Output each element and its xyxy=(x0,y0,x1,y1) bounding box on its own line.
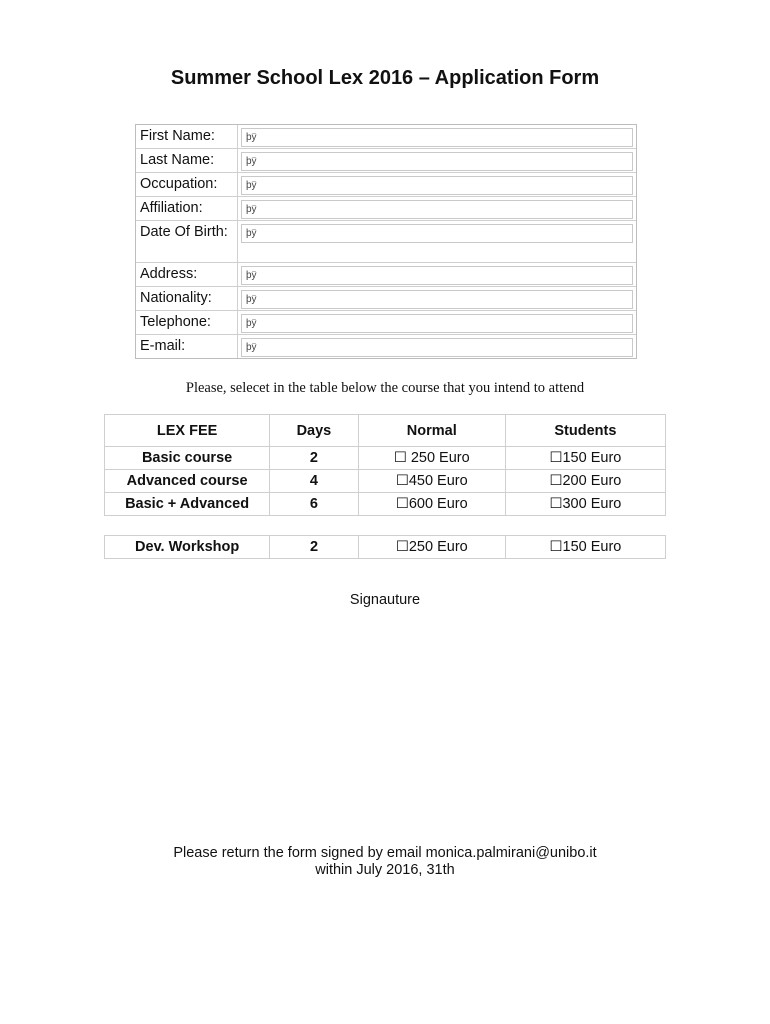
table-row xyxy=(105,493,666,516)
address-label: Address: xyxy=(136,263,238,286)
workshop-days: 2 xyxy=(270,536,358,559)
student-fee-checkbox[interactable]: ☐200 Euro xyxy=(505,470,665,493)
page-title: Summer School Lex 2016 – Application Form xyxy=(170,67,600,89)
last-name-label: Last Name: xyxy=(136,149,238,172)
fee-table xyxy=(104,414,666,516)
date-of-birth-label: Date Of Birth: xyxy=(136,221,238,262)
address-input[interactable]: þÿ xyxy=(241,266,633,285)
student-fee-checkbox[interactable]: ☐150 Euro xyxy=(505,447,665,470)
affiliation-label: Affiliation: xyxy=(136,197,238,220)
course-name: Advanced course xyxy=(105,470,270,493)
table-row xyxy=(105,536,666,559)
student-fee-checkbox[interactable]: ☐300 Euro xyxy=(505,493,665,516)
course-name: Basic course xyxy=(105,447,270,470)
first-name-row xyxy=(136,125,636,149)
telephone-row xyxy=(136,311,636,335)
workshop-normal-fee-checkbox[interactable]: ☐250 Euro xyxy=(358,536,505,559)
telephone-input[interactable]: þÿ xyxy=(241,314,633,333)
occupation-row xyxy=(136,173,636,197)
applicant-info-table xyxy=(135,124,637,359)
last-name-row xyxy=(136,149,636,173)
nationality-input[interactable]: þÿ xyxy=(241,290,633,309)
return-instructions xyxy=(0,845,770,879)
header-normal: Normal xyxy=(358,415,505,447)
email-input[interactable]: þÿ xyxy=(241,338,633,357)
nationality-row xyxy=(136,287,636,311)
normal-fee-checkbox[interactable]: ☐ 250 Euro xyxy=(358,447,505,470)
last-name-input[interactable]: þÿ xyxy=(241,152,633,171)
affiliation-row xyxy=(136,197,636,221)
first-name-label: First Name: xyxy=(136,125,238,148)
course-name: Basic + Advanced xyxy=(105,493,270,516)
email-row xyxy=(136,335,636,358)
workshop-student-fee-checkbox[interactable]: ☐150 Euro xyxy=(505,536,665,559)
email-label: E-mail: xyxy=(136,335,238,358)
table-row xyxy=(105,447,666,470)
first-name-input[interactable]: þÿ xyxy=(241,128,633,147)
normal-fee-checkbox[interactable]: ☐450 Euro xyxy=(358,470,505,493)
return-instructions-line-1: Please return the form signed by email monica.palmirani@unibo.it xyxy=(173,845,597,861)
occupation-input[interactable]: þÿ xyxy=(241,176,633,195)
address-row xyxy=(136,263,636,287)
workshop-fee-table xyxy=(104,535,666,559)
table-row xyxy=(105,470,666,493)
course-days: 2 xyxy=(270,447,359,470)
normal-fee-checkbox[interactable]: ☐600 Euro xyxy=(358,493,505,516)
telephone-label: Telephone: xyxy=(136,311,238,334)
course-days: 4 xyxy=(270,470,359,493)
course-instruction: Please, selecet in the table below the course that you intend to attend xyxy=(185,380,585,396)
occupation-label: Occupation: xyxy=(136,173,238,196)
workshop-name: Dev. Workshop xyxy=(105,536,270,559)
header-students: Students xyxy=(505,415,665,447)
affiliation-input[interactable]: þÿ xyxy=(241,200,633,219)
header-lex-fee: LEX FEE xyxy=(105,415,270,447)
date-of-birth-input[interactable]: þÿ xyxy=(241,224,633,243)
header-days: Days xyxy=(270,415,359,447)
return-instructions-line-2: within July 2016, 31th xyxy=(315,862,455,878)
signature-label: Signauture xyxy=(349,592,421,608)
nationality-label: Nationality: xyxy=(136,287,238,310)
course-days: 6 xyxy=(270,493,359,516)
fee-table-header xyxy=(105,415,666,447)
date-of-birth-row xyxy=(136,221,636,263)
